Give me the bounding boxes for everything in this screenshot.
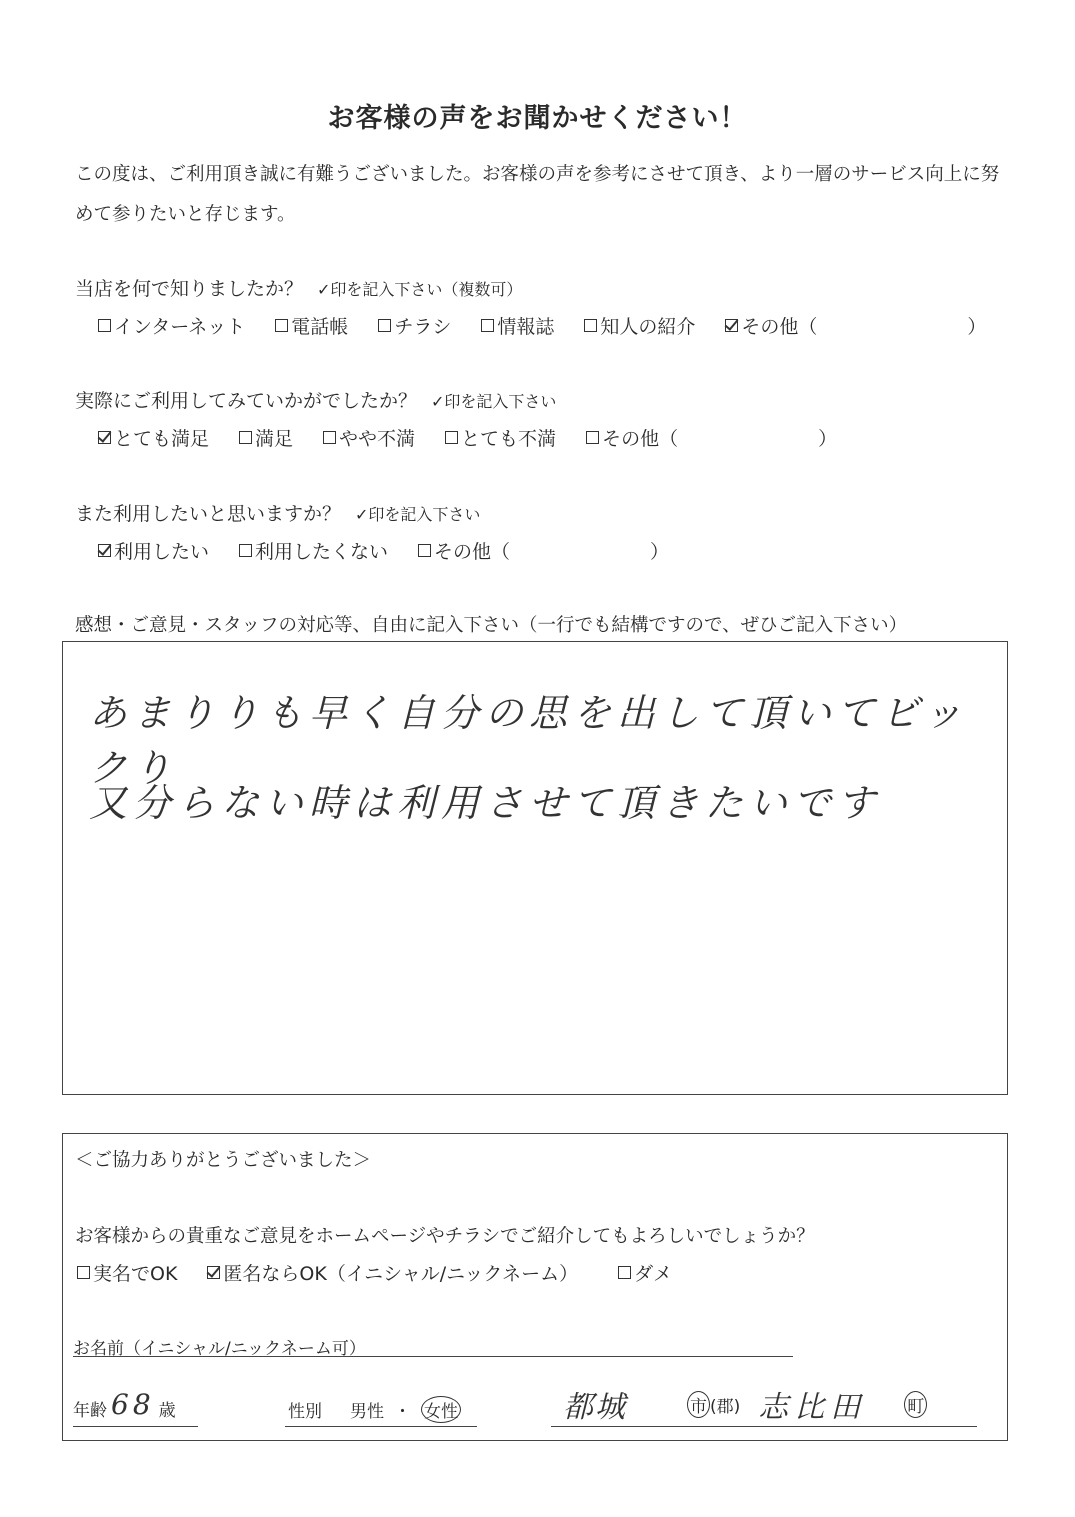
q1-option-internet[interactable]: インターネット <box>98 312 245 339</box>
checkbox[interactable] <box>323 431 336 444</box>
q1-note: ✓印を記入下さい（複数可） <box>317 280 523 299</box>
checkbox[interactable] <box>98 319 111 332</box>
checkbox-checked[interactable] <box>207 1266 220 1279</box>
gender-line <box>285 1426 477 1427</box>
q1-question <box>75 274 522 301</box>
q2-option-very-satisfied[interactable]: とても満足 <box>98 424 209 451</box>
checkbox-checked[interactable] <box>725 319 738 332</box>
comment-handwriting-line-1: あまりりも早く自分の思を出して頂いてビックり <box>89 691 968 790</box>
q3-question <box>75 499 480 526</box>
age-unit: 歳 <box>158 1401 176 1421</box>
comment-handwriting-line-2: 又分らない時は利用させて頂きたいです <box>89 781 882 825</box>
checkbox[interactable] <box>445 431 458 444</box>
checkbox[interactable] <box>481 319 494 332</box>
city-value: 都城 <box>563 1390 627 1425</box>
q3-option-no[interactable]: 利用したくない <box>239 537 388 564</box>
q2-option-other[interactable]: その他（ ） <box>586 424 837 451</box>
county-label: (郡) <box>710 1396 741 1417</box>
gender-separator: ・ <box>394 1402 411 1422</box>
q2-options <box>98 424 837 451</box>
q1-option-referral[interactable]: 知人の紹介 <box>584 312 695 339</box>
page-title: お客様の声をお聞かせください！ <box>327 103 748 134</box>
q3-options <box>98 537 669 564</box>
checkbox-checked[interactable] <box>98 544 111 557</box>
q2-option-somewhat-dissatisfied[interactable]: やや不満 <box>323 424 415 451</box>
city-label-circled: 市 <box>687 1391 710 1418</box>
gender-field <box>288 1396 461 1423</box>
age-value: 68 <box>111 1388 155 1421</box>
q2-note: ✓印を記入下さい <box>431 392 557 411</box>
q2-option-satisfied[interactable]: 満足 <box>239 424 293 451</box>
q1-option-other[interactable]: その他（ ） <box>725 312 986 339</box>
age-label: 年齢 <box>73 1401 107 1421</box>
gender-male[interactable]: 男性 <box>350 1402 384 1422</box>
consent-option-no[interactable]: ダメ <box>618 1259 672 1286</box>
name-line[interactable] <box>73 1356 793 1357</box>
age-field[interactable] <box>73 1388 176 1421</box>
q2-option-very-dissatisfied[interactable]: とても不満 <box>445 424 556 451</box>
checkbox[interactable] <box>239 544 252 557</box>
checkbox-checked[interactable] <box>98 431 111 444</box>
q1-option-phonebook[interactable]: 電話帳 <box>275 312 348 339</box>
consent-option-anonymous[interactable]: 匿名ならOK（イニシャル/ニックネーム） <box>207 1259 578 1286</box>
q3-option-yes[interactable]: 利用したい <box>98 537 209 564</box>
intro-line-2: めて参りたいと存じます。 <box>75 204 296 225</box>
gender-label: 性別 <box>288 1402 322 1422</box>
q2-question <box>75 386 556 413</box>
q3-option-other[interactable]: その他（ ） <box>418 537 669 564</box>
town-label-circled: 町 <box>904 1391 927 1418</box>
town-value: 志比田 <box>758 1390 867 1425</box>
q1-options <box>98 312 986 339</box>
age-line <box>73 1426 198 1427</box>
consent-box <box>62 1133 1008 1441</box>
consent-option-real-name[interactable]: 実名でOK <box>77 1259 177 1286</box>
q3-note: ✓印を記入下さい <box>355 505 481 524</box>
checkbox[interactable] <box>584 319 597 332</box>
checkbox[interactable] <box>418 544 431 557</box>
thanks-text: ＜ご協力ありがとうございました＞ <box>75 1150 372 1171</box>
checkbox[interactable] <box>618 1266 631 1279</box>
name-label: お名前（イニシャル/ニックネーム可） <box>73 1339 366 1359</box>
address-field[interactable] <box>563 1382 927 1426</box>
q1-option-magazine[interactable]: 情報誌 <box>481 312 554 339</box>
q1-option-flyer[interactable]: チラシ <box>378 312 451 339</box>
consent-options <box>77 1259 672 1286</box>
q2-label: 実際にご利用してみていかがでしたか？ <box>75 390 418 412</box>
checkbox[interactable] <box>239 431 252 444</box>
consent-question: お客様からの貴重なご意見をホームページやチラシでご紹介してもよろしいでしょうか？ <box>75 1226 815 1247</box>
checkbox[interactable] <box>275 319 288 332</box>
address-line <box>551 1426 977 1427</box>
comment-label: 感想・ご意見・スタッフの対応等、自由に記入下さい（一行でも結構ですので、ぜひご記入下さい） <box>75 615 908 636</box>
gender-female-circled[interactable]: 女性 <box>421 1396 461 1423</box>
q1-label: 当店を何で知りましたか？ <box>75 278 304 300</box>
comment-box[interactable] <box>62 641 1008 1095</box>
checkbox[interactable] <box>378 319 391 332</box>
q3-label: また利用したいと思いますか？ <box>75 503 342 525</box>
checkbox[interactable] <box>586 431 599 444</box>
checkbox[interactable] <box>77 1266 90 1279</box>
intro-line-1: この度は、ご利用頂き誠に有難うございました。お客様の声を参考にさせて頂き、より一層のサービス向上に努 <box>75 164 1000 185</box>
